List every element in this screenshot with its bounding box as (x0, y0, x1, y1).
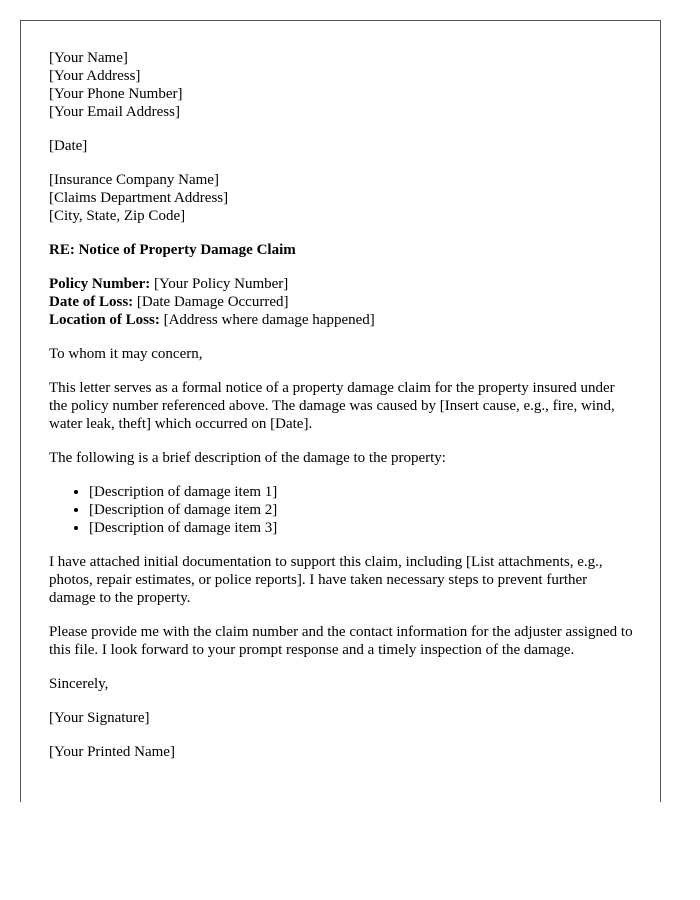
recipient-company: [Insurance Company Name] (49, 172, 219, 188)
claim-details (49, 275, 634, 329)
policy-number-line (49, 275, 634, 293)
sender-name: [Your Name] (49, 50, 128, 66)
recipient-city-state-zip: [City, State, Zip Code] (49, 208, 186, 224)
date-of-loss-value: [Date Damage Occurred] (133, 294, 289, 310)
sender-email: [Your Email Address] (49, 104, 180, 120)
subject-text: RE: Notice of Property Damage Claim (49, 242, 296, 258)
date-of-loss-label: Date of Loss: (49, 294, 134, 310)
policy-number-value: [Your Policy Number] (150, 276, 289, 292)
letter-content (49, 49, 634, 777)
sender-address: [Your Address] (49, 68, 141, 84)
sender-phone: [Your Phone Number] (49, 86, 183, 102)
subject-line (49, 241, 634, 259)
location-of-loss-value: [Address where damage happened] (159, 312, 375, 328)
list-item: • [Description of damage item 1] (89, 483, 634, 501)
damage-list (49, 483, 634, 537)
salutation: To whom it may concern, (49, 346, 203, 362)
closing: Sincerely, (49, 676, 109, 692)
documentation-paragraph: I have attached initial documentation to support this claim, including [List attachments, e.g., photos, repair estimates, or police reports]. I have taken necessary steps to prevent further damage to the property. (49, 554, 603, 606)
policy-number-label: Policy Number: (49, 276, 151, 292)
date-of-loss-line (49, 293, 634, 311)
request-paragraph: Please provide me with the claim number and the contact information for the adjuster assigned to this file. I look forward to your prompt response and a timely inspection of the damage. (49, 624, 633, 658)
recipient-block (49, 171, 634, 225)
notice-paragraph: This letter serves as a formal notice of a property damage claim for the property insured under the policy number referenced above. The damage was caused by [Insert cause, e.g., fire, wind, water leak, theft] which occurred on [Date]. (49, 380, 615, 432)
printed-name: [Your Printed Name] (49, 744, 175, 760)
signature-placeholder: [Your Signature] (49, 710, 150, 726)
list-item: • [Description of damage item 3] (89, 519, 634, 537)
description-intro-paragraph: The following is a brief description of the damage to the property: (49, 450, 446, 466)
recipient-department-address: [Claims Department Address] (49, 190, 229, 206)
location-of-loss-label: Location of Loss: (49, 312, 160, 328)
list-item: • [Description of damage item 2] (89, 501, 634, 519)
letter-date: [Date] (49, 138, 88, 154)
letter-page (20, 20, 661, 802)
location-of-loss-line (49, 311, 634, 329)
sender-block (49, 49, 634, 121)
